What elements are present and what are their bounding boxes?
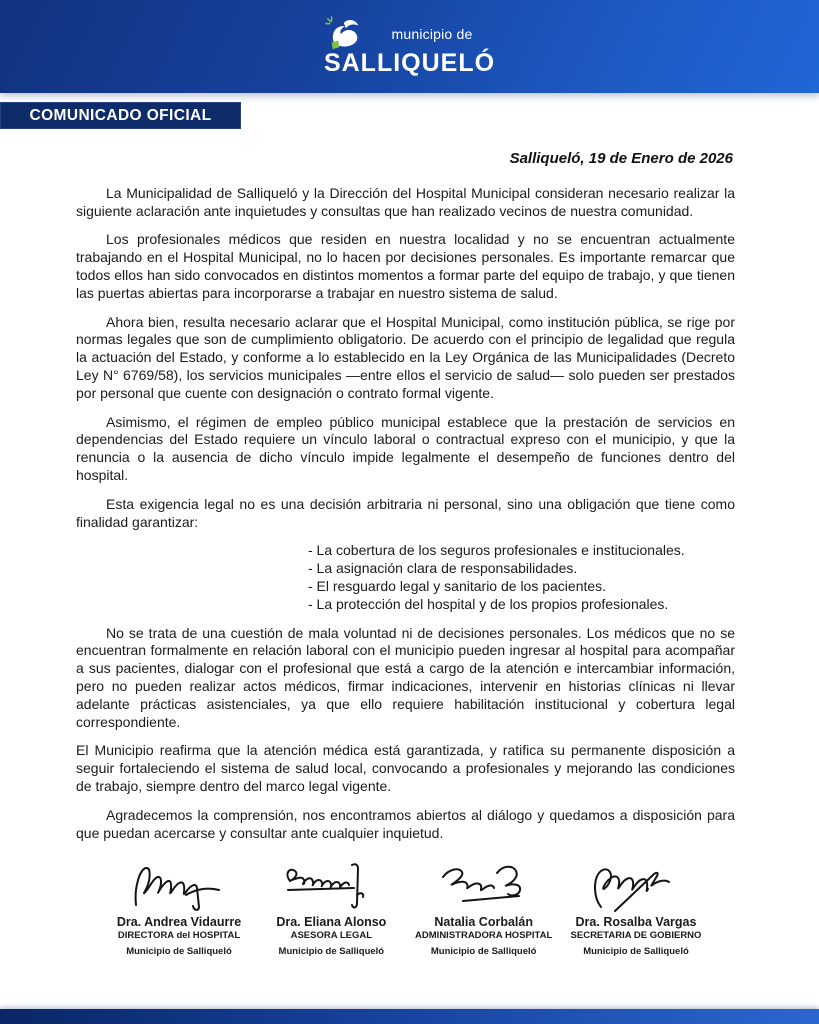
signer-title: SECRETARIA DE GOBIERNO: [570, 929, 702, 941]
signature-scribble-icon: [581, 859, 691, 913]
badge-label: COMUNICADO OFICIAL: [29, 106, 212, 124]
paragraph-closing: Agradecemos la comprensión, nos encontramos abiertos al diálogo y quedamos a disposición para que puedan acercarse y consultar ante cualquier inquietud.: [76, 806, 735, 841]
list-item: - La asignación clara de responsabilidades.: [308, 560, 578, 577]
list-item: - La protección del hospital y de los propios profesionales.: [308, 595, 669, 612]
signer-name: Natalia Corbalán: [434, 915, 533, 930]
official-communique-badge: [0, 102, 241, 129]
paragraph-legal-framework: Ahora bien, resulta necesario aclarar que el Hospital Municipal, como institución pública, se rige por normas legales que son de cumplimiento obligatorio. De acuerdo con el principio de legalidad que regula la actuación del Estado, y conforme a lo establecido en la Ley Orgánica de las Municipalidades (Decreto Ley N° 6769/58), los servicios municipales —entre ellos el servicio de salud— solo pueden ser prestados por personal que cuente con designación o contrato formal vigente.: [76, 313, 735, 401]
signer-name: Dra. Eliana Alonso: [276, 915, 387, 930]
signature-scribble-icon: [124, 859, 234, 913]
paragraph-professionals: Los profesionales médicos que residen en nuestra localidad y no se encuentran actualmente trabajando en el Hospital Municipal, no lo hacen por decisiones personales. Es importante remarcar que todos ellos han sido convocados en distintos momentos a formar parte del equipo de trabajo, y que tienen las puertas abiertas para incorporarse a trabajar en nuestro sistema de salud.: [76, 231, 735, 301]
signature-andrea-vidaurre: [104, 859, 254, 956]
signature-rosalba-vargas: [561, 859, 711, 956]
signer-title: DIRECTORA del HOSPITAL: [117, 929, 241, 941]
logo-municipality-name: SALLIQUELÓ: [323, 49, 496, 78]
signer-org: Municipio de Salliqueló: [126, 945, 232, 957]
list-item: - El resguardo legal y sanitario de los pacientes.: [308, 577, 607, 594]
signature-scribble-icon: [429, 859, 539, 913]
dateline: Salliqueló, 19 de Enero de 2026: [509, 150, 733, 167]
signer-name: Dra. Andrea Vidaurre: [116, 915, 242, 930]
paragraph-guarantees-lead: Esta exigencia legal no es una decisión arbitraria ni personal, sino una obligación que tiene como finalidad garantizar:: [76, 495, 735, 530]
signer-title: ADMINISTRADORA HOSPITAL: [415, 929, 553, 941]
signature-block: [0, 853, 819, 956]
paragraph-reaffirmation: El Municipio reafirma que la atención médica está garantizada, y ratifica su permanente disposición a seguir fortaleciendo el sistema de salud local, convocando a profesionales y mejorando las condiciones de trabajo, siempre dentro del marco legal vigente.: [76, 742, 735, 794]
signature-scribble-icon: [276, 859, 386, 913]
signer-name: Dra. Rosalba Vargas: [575, 915, 697, 930]
footer-accent-bar: [0, 1009, 819, 1024]
signer-org: Municipio de Salliqueló: [430, 945, 537, 957]
guarantees-list: [308, 542, 735, 613]
header-banner: [0, 0, 819, 93]
paragraph-introduction: La Municipalidad de Salliqueló y la Dirección del Hospital Municipal consideran necesario realizar la siguiente aclaración ante inquietudes y consultas que han realizado vecinos de nuestra comunidad.: [76, 184, 735, 219]
logo-small-text: municipio de: [391, 26, 473, 43]
letter-body: [0, 150, 819, 842]
signer-org: Municipio de Salliqueló: [278, 945, 385, 957]
municipality-logo: [324, 16, 495, 76]
signer-title: ASESORA LEGAL: [290, 929, 373, 941]
municipality-crest-icon: [324, 16, 362, 52]
signature-eliana-alonso: [256, 859, 406, 956]
list-item: - La cobertura de los seguros profesionales e institucionales.: [308, 542, 685, 559]
paragraph-clarification: No se trata de una cuestión de mala voluntad ni de decisiones personales. Los médicos que no se encuentran formalmente en relación laboral con el municipio pueden ingresar al hospital para acompañar a sus pacientes, dialogar con el profesional que está a cargo de la atención e intercambiar información, pero no pueden realizar actos médicos, firmar indicaciones, intervenir en historias clínicas ni llevar adelante prácticas asistenciales, ya que ello requiere habilitación institucional y cobertura legal correspondiente.: [76, 624, 735, 730]
signature-natalia-corbalan: [409, 859, 559, 956]
paragraph-employment-regime: Asimismo, el régimen de empleo público municipal establece que la prestación de servicios en dependencias del Estado requiere un vínculo laboral o contractual expreso con el municipio, y que la renuncia o la ausencia de dicho vínculo impide legalmente el desempeño de funciones dentro del hospital.: [76, 413, 735, 483]
signer-org: Municipio de Salliqueló: [583, 945, 689, 957]
